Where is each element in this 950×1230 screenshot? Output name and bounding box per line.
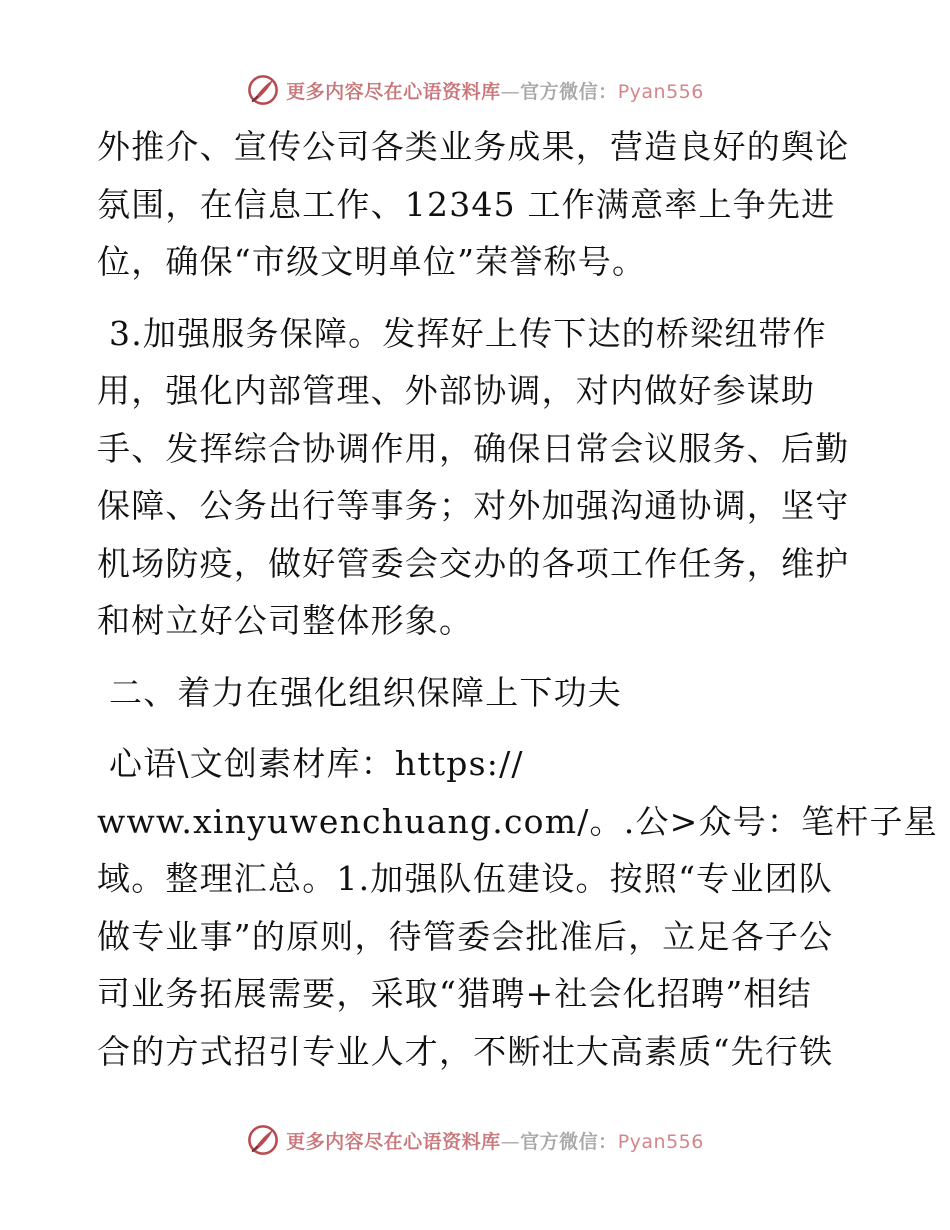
- footer-banner: [0, 1120, 950, 1160]
- section-heading-text: 二、着力在强化组织保障上下功夫: [109, 672, 622, 712]
- header-banner-inner: [246, 73, 704, 107]
- document-body: [97, 118, 938, 1080]
- banner-dash: —: [500, 80, 521, 103]
- banner-main-text: 更多内容尽在心语资料库: [286, 1130, 501, 1153]
- banner-wechat-id: Pyan556: [617, 80, 704, 103]
- text-line: 合的方式招引专业人才，不断壮大高素质“先行铁: [97, 1031, 834, 1071]
- text-line: 手、发挥综合协调作用，确保日常会议服务、后勤: [97, 428, 850, 468]
- banner-wechat-label: 官方微信：: [520, 1130, 618, 1153]
- text-line: www.xinyuwenchuang.com/。.公>众号：笔杆子星: [97, 801, 938, 841]
- footer-banner-inner: [246, 1123, 704, 1157]
- paragraph-publicity: [97, 118, 857, 291]
- text-line: 机场防疫，做好管委会交办的各项工作任务，维护: [97, 543, 850, 583]
- text-line: 位，确保“市级文明单位”荣誉称号。: [97, 242, 647, 281]
- paragraph-gap: [97, 291, 857, 305]
- text-line: 做专业事”的原则，待管委会批准后，立足各子公: [97, 916, 834, 956]
- paragraph-team-building: [97, 735, 938, 1080]
- brush-pen-logo-icon: [246, 73, 280, 107]
- text-line: 域。整理汇总。1.加强队伍建设。按照“专业团队: [97, 859, 833, 898]
- paragraph-gap: [97, 650, 857, 664]
- text-line: 3.加强服务保障。发挥好上传下达的桥梁纽带作: [109, 313, 827, 353]
- text-line: 和树立好公司整体形象。: [97, 601, 474, 640]
- banner-main-text: 更多内容尽在心语资料库: [286, 80, 501, 103]
- paragraph-gap: [97, 721, 857, 735]
- text-line: 用，强化内部管理、外部协调，对内做好参谋助: [97, 371, 816, 410]
- banner-wechat-label: 官方微信：: [520, 80, 618, 103]
- brush-pen-logo-icon: [246, 1123, 280, 1157]
- text-line: 心语\文创素材库：https://: [109, 744, 524, 783]
- text-line: 外推介、宣传公司各类业务成果，营造良好的舆论: [97, 127, 850, 166]
- text-line: 氛围，在信息工作、12345 工作满意率上争先进: [97, 184, 836, 224]
- banner-wechat-id: Pyan556: [617, 1130, 704, 1153]
- header-banner: [0, 70, 950, 110]
- text-line: 保障、公务出行等事务；对外加强沟通协调，坚守: [97, 486, 850, 525]
- section-heading: [97, 664, 857, 722]
- paragraph-service-guarantee: [97, 305, 857, 650]
- banner-dash: —: [500, 1130, 521, 1153]
- text-line: 司业务拓展需要，采取“猎聘+社会化招聘”相结: [97, 974, 812, 1013]
